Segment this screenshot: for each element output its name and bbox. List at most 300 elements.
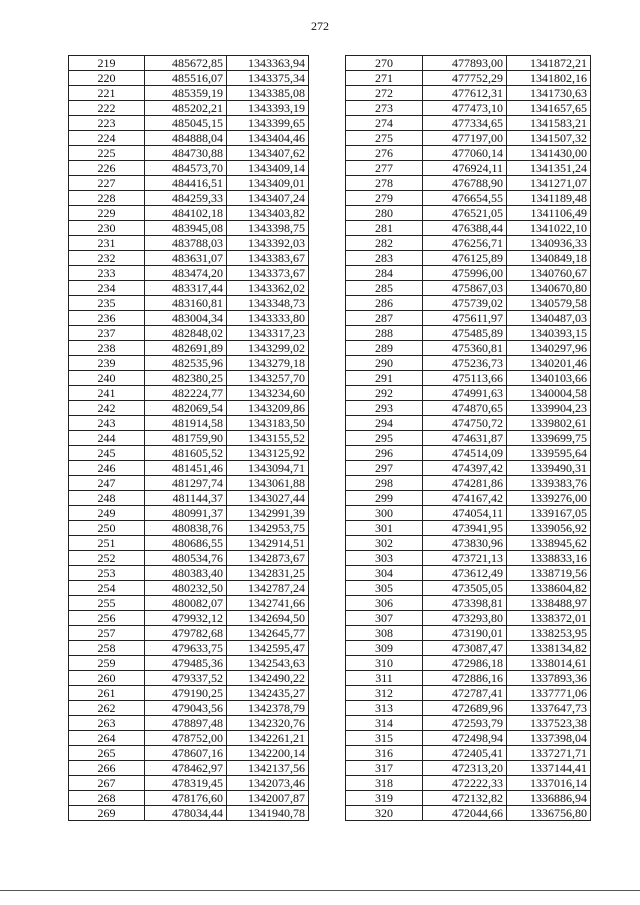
y-coordinate: 1342595,47 [227, 641, 309, 656]
point-number: 315 [346, 731, 423, 746]
y-coordinate: 1341872,21 [507, 56, 591, 71]
table-row [69, 686, 309, 701]
table-row [69, 221, 309, 236]
x-coordinate: 479043,56 [145, 701, 227, 716]
point-number: 254 [69, 581, 145, 596]
y-coordinate: 1343155,52 [227, 431, 309, 446]
table-row [346, 776, 591, 791]
x-coordinate: 484416,51 [145, 176, 227, 191]
table-row [346, 506, 591, 521]
table-row [69, 746, 309, 761]
y-coordinate: 1341351,24 [507, 161, 591, 176]
x-coordinate: 482691,89 [145, 341, 227, 356]
table-row [346, 521, 591, 536]
x-coordinate: 483160,81 [145, 296, 227, 311]
y-coordinate: 1342914,51 [227, 536, 309, 551]
x-coordinate: 472593,79 [423, 716, 507, 731]
x-coordinate: 481759,90 [145, 431, 227, 446]
table-row [346, 566, 591, 581]
table-row [69, 371, 309, 386]
x-coordinate: 472222,33 [423, 776, 507, 791]
table-row [69, 266, 309, 281]
point-number: 285 [346, 281, 423, 296]
point-number: 239 [69, 356, 145, 371]
y-coordinate: 1341657,65 [507, 101, 591, 116]
point-number: 225 [69, 146, 145, 161]
y-coordinate: 1341271,07 [507, 176, 591, 191]
x-coordinate: 483474,20 [145, 266, 227, 281]
point-number: 246 [69, 461, 145, 476]
x-coordinate: 476388,44 [423, 221, 507, 236]
table-row [346, 131, 591, 146]
table-row [346, 221, 591, 236]
x-coordinate: 472886,16 [423, 671, 507, 686]
y-coordinate: 1338134,82 [507, 641, 591, 656]
x-coordinate: 475360,81 [423, 341, 507, 356]
point-number: 259 [69, 656, 145, 671]
table-row [346, 296, 591, 311]
point-number: 298 [346, 476, 423, 491]
y-coordinate: 1343125,92 [227, 446, 309, 461]
table-row [346, 656, 591, 671]
y-coordinate: 1338945,62 [507, 536, 591, 551]
point-number: 234 [69, 281, 145, 296]
y-coordinate: 1342991,39 [227, 506, 309, 521]
table-row [346, 371, 591, 386]
point-number: 256 [69, 611, 145, 626]
y-coordinate: 1342741,66 [227, 596, 309, 611]
table-row [69, 401, 309, 416]
point-number: 305 [346, 581, 423, 596]
x-coordinate: 473941,95 [423, 521, 507, 536]
x-coordinate: 481914,58 [145, 416, 227, 431]
point-number: 300 [346, 506, 423, 521]
y-coordinate: 1343348,73 [227, 296, 309, 311]
y-coordinate: 1339167,05 [507, 506, 591, 521]
table-row [346, 731, 591, 746]
y-coordinate: 1343183,50 [227, 416, 309, 431]
table-row [69, 71, 309, 86]
y-coordinate: 1343362,02 [227, 281, 309, 296]
y-coordinate: 1343392,03 [227, 236, 309, 251]
x-coordinate: 478176,60 [145, 791, 227, 806]
y-coordinate: 1343234,60 [227, 386, 309, 401]
y-coordinate: 1343209,86 [227, 401, 309, 416]
point-number: 263 [69, 716, 145, 731]
table-row [346, 176, 591, 191]
point-number: 244 [69, 431, 145, 446]
table-row [346, 446, 591, 461]
table-row [346, 431, 591, 446]
y-coordinate: 1342200,14 [227, 746, 309, 761]
x-coordinate: 476788,90 [423, 176, 507, 191]
x-coordinate: 481144,37 [145, 491, 227, 506]
point-number: 275 [346, 131, 423, 146]
point-number: 236 [69, 311, 145, 326]
table-row [69, 281, 309, 296]
point-number: 276 [346, 146, 423, 161]
coordinate-table-right [345, 55, 591, 821]
table-row [69, 356, 309, 371]
point-number: 312 [346, 686, 423, 701]
x-coordinate: 479932,12 [145, 611, 227, 626]
point-number: 270 [346, 56, 423, 71]
point-number: 240 [69, 371, 145, 386]
x-coordinate: 472313,20 [423, 761, 507, 776]
y-coordinate: 1343409,01 [227, 176, 309, 191]
x-coordinate: 475485,89 [423, 326, 507, 341]
point-number: 281 [346, 221, 423, 236]
table-row [69, 521, 309, 536]
x-coordinate: 480232,50 [145, 581, 227, 596]
table-row [69, 191, 309, 206]
point-number: 307 [346, 611, 423, 626]
bottom-divider [0, 890, 640, 891]
x-coordinate: 477893,00 [423, 56, 507, 71]
y-coordinate: 1343279,18 [227, 356, 309, 371]
table-row [69, 101, 309, 116]
point-number: 245 [69, 446, 145, 461]
y-coordinate: 1341022,10 [507, 221, 591, 236]
y-coordinate: 1341730,63 [507, 86, 591, 101]
x-coordinate: 485202,21 [145, 101, 227, 116]
point-number: 264 [69, 731, 145, 746]
x-coordinate: 484102,18 [145, 206, 227, 221]
table-row [69, 506, 309, 521]
y-coordinate: 1340487,03 [507, 311, 591, 326]
table-row [69, 86, 309, 101]
table-row [346, 476, 591, 491]
y-coordinate: 1339056,92 [507, 521, 591, 536]
y-coordinate: 1340201,46 [507, 356, 591, 371]
x-coordinate: 480991,37 [145, 506, 227, 521]
table-row [346, 401, 591, 416]
point-number: 266 [69, 761, 145, 776]
point-number: 238 [69, 341, 145, 356]
point-number: 219 [69, 56, 145, 71]
table-row [346, 716, 591, 731]
x-coordinate: 480383,40 [145, 566, 227, 581]
table-row [346, 641, 591, 656]
x-coordinate: 473398,81 [423, 596, 507, 611]
y-coordinate: 1343299,02 [227, 341, 309, 356]
x-coordinate: 474167,42 [423, 491, 507, 506]
x-coordinate: 474631,87 [423, 431, 507, 446]
point-number: 221 [69, 86, 145, 101]
table-row [346, 206, 591, 221]
x-coordinate: 484888,04 [145, 131, 227, 146]
table-row [69, 551, 309, 566]
x-coordinate: 478462,97 [145, 761, 227, 776]
x-coordinate: 477612,31 [423, 86, 507, 101]
y-coordinate: 1337144,41 [507, 761, 591, 776]
y-coordinate: 1340393,15 [507, 326, 591, 341]
y-coordinate: 1343409,14 [227, 161, 309, 176]
table-row [346, 701, 591, 716]
y-coordinate: 1339490,31 [507, 461, 591, 476]
table-row [69, 596, 309, 611]
x-coordinate: 478752,00 [145, 731, 227, 746]
x-coordinate: 482224,77 [145, 386, 227, 401]
table-row [346, 611, 591, 626]
point-number: 253 [69, 566, 145, 581]
y-coordinate: 1338719,56 [507, 566, 591, 581]
x-coordinate: 481451,46 [145, 461, 227, 476]
x-coordinate: 474750,72 [423, 416, 507, 431]
y-coordinate: 1340297,96 [507, 341, 591, 356]
point-number: 293 [346, 401, 423, 416]
y-coordinate: 1338833,16 [507, 551, 591, 566]
x-coordinate: 480534,76 [145, 551, 227, 566]
x-coordinate: 475611,97 [423, 311, 507, 326]
x-coordinate: 483631,07 [145, 251, 227, 266]
point-number: 303 [346, 551, 423, 566]
table-row [346, 236, 591, 251]
x-coordinate: 472405,41 [423, 746, 507, 761]
table-row [69, 626, 309, 641]
point-number: 294 [346, 416, 423, 431]
point-number: 252 [69, 551, 145, 566]
point-number: 271 [346, 71, 423, 86]
point-number: 265 [69, 746, 145, 761]
table-row [346, 416, 591, 431]
table-row [69, 716, 309, 731]
point-number: 282 [346, 236, 423, 251]
table-row [69, 731, 309, 746]
point-number: 232 [69, 251, 145, 266]
point-number: 277 [346, 161, 423, 176]
y-coordinate: 1338488,97 [507, 596, 591, 611]
x-coordinate: 474991,63 [423, 386, 507, 401]
table-row [69, 446, 309, 461]
x-coordinate: 475867,03 [423, 281, 507, 296]
table-row [69, 206, 309, 221]
y-coordinate: 1342320,76 [227, 716, 309, 731]
point-number: 302 [346, 536, 423, 551]
y-coordinate: 1343375,34 [227, 71, 309, 86]
y-coordinate: 1342261,21 [227, 731, 309, 746]
table-row [69, 656, 309, 671]
x-coordinate: 478897,48 [145, 716, 227, 731]
point-number: 235 [69, 296, 145, 311]
point-number: 289 [346, 341, 423, 356]
x-coordinate: 481297,74 [145, 476, 227, 491]
table-row [69, 791, 309, 806]
y-coordinate: 1338372,01 [507, 611, 591, 626]
point-number: 223 [69, 116, 145, 131]
x-coordinate: 472498,94 [423, 731, 507, 746]
point-number: 280 [346, 206, 423, 221]
x-coordinate: 479190,25 [145, 686, 227, 701]
y-coordinate: 1339276,00 [507, 491, 591, 506]
point-number: 228 [69, 191, 145, 206]
table-row [69, 701, 309, 716]
point-number: 291 [346, 371, 423, 386]
table-row [69, 776, 309, 791]
point-number: 241 [69, 386, 145, 401]
point-number: 296 [346, 446, 423, 461]
x-coordinate: 481605,52 [145, 446, 227, 461]
x-coordinate: 485672,85 [145, 56, 227, 71]
point-number: 297 [346, 461, 423, 476]
x-coordinate: 473293,80 [423, 611, 507, 626]
y-coordinate: 1343385,08 [227, 86, 309, 101]
point-number: 273 [346, 101, 423, 116]
point-number: 274 [346, 116, 423, 131]
x-coordinate: 472986,18 [423, 656, 507, 671]
point-number: 311 [346, 671, 423, 686]
point-number: 313 [346, 701, 423, 716]
point-number: 227 [69, 176, 145, 191]
table-row [69, 461, 309, 476]
y-coordinate: 1340760,67 [507, 266, 591, 281]
y-coordinate: 1342007,87 [227, 791, 309, 806]
table-row [69, 806, 309, 821]
table-row [69, 161, 309, 176]
y-coordinate: 1343257,70 [227, 371, 309, 386]
y-coordinate: 1337398,04 [507, 731, 591, 746]
y-coordinate: 1343393,19 [227, 101, 309, 116]
point-number: 287 [346, 311, 423, 326]
x-coordinate: 477473,10 [423, 101, 507, 116]
y-coordinate: 1343403,82 [227, 206, 309, 221]
x-coordinate: 480082,07 [145, 596, 227, 611]
y-coordinate: 1342378,79 [227, 701, 309, 716]
table-row [69, 116, 309, 131]
table-row [346, 251, 591, 266]
point-number: 229 [69, 206, 145, 221]
y-coordinate: 1340936,33 [507, 236, 591, 251]
x-coordinate: 472689,96 [423, 701, 507, 716]
x-coordinate: 473721,13 [423, 551, 507, 566]
x-coordinate: 472044,66 [423, 806, 507, 821]
x-coordinate: 472132,82 [423, 791, 507, 806]
x-coordinate: 479633,75 [145, 641, 227, 656]
y-coordinate: 1343061,88 [227, 476, 309, 491]
table-row [346, 536, 591, 551]
table-row [346, 806, 591, 821]
x-coordinate: 473087,47 [423, 641, 507, 656]
y-coordinate: 1343373,67 [227, 266, 309, 281]
table-row [346, 581, 591, 596]
table-row [346, 386, 591, 401]
y-coordinate: 1342543,63 [227, 656, 309, 671]
point-number: 255 [69, 596, 145, 611]
y-coordinate: 1337016,14 [507, 776, 591, 791]
point-number: 320 [346, 806, 423, 821]
table-row [346, 281, 591, 296]
table-row [69, 296, 309, 311]
y-coordinate: 1343407,62 [227, 146, 309, 161]
point-number: 222 [69, 101, 145, 116]
x-coordinate: 484730,88 [145, 146, 227, 161]
point-number: 317 [346, 761, 423, 776]
x-coordinate: 484573,70 [145, 161, 227, 176]
x-coordinate: 475739,02 [423, 296, 507, 311]
y-coordinate: 1340103,66 [507, 371, 591, 386]
table-row [346, 596, 591, 611]
x-coordinate: 475996,00 [423, 266, 507, 281]
point-number: 310 [346, 656, 423, 671]
table-row [346, 86, 591, 101]
point-number: 288 [346, 326, 423, 341]
point-number: 248 [69, 491, 145, 506]
y-coordinate: 1339904,23 [507, 401, 591, 416]
table-row [69, 176, 309, 191]
point-number: 257 [69, 626, 145, 641]
x-coordinate: 473190,01 [423, 626, 507, 641]
x-coordinate: 476521,05 [423, 206, 507, 221]
point-number: 251 [69, 536, 145, 551]
table-row [346, 56, 591, 71]
point-number: 292 [346, 386, 423, 401]
point-number: 286 [346, 296, 423, 311]
x-coordinate: 473830,96 [423, 536, 507, 551]
x-coordinate: 474054,11 [423, 506, 507, 521]
table-row [346, 686, 591, 701]
y-coordinate: 1342873,67 [227, 551, 309, 566]
table-row [69, 566, 309, 581]
point-number: 278 [346, 176, 423, 191]
point-number: 237 [69, 326, 145, 341]
point-number: 249 [69, 506, 145, 521]
x-coordinate: 474870,65 [423, 401, 507, 416]
y-coordinate: 1340670,80 [507, 281, 591, 296]
y-coordinate: 1343333,80 [227, 311, 309, 326]
point-number: 230 [69, 221, 145, 236]
table-row [346, 191, 591, 206]
table-row [346, 671, 591, 686]
point-number: 260 [69, 671, 145, 686]
x-coordinate: 476256,71 [423, 236, 507, 251]
point-number: 269 [69, 806, 145, 821]
point-number: 308 [346, 626, 423, 641]
page-number: 272 [311, 19, 329, 33]
point-number: 319 [346, 791, 423, 806]
y-coordinate: 1337523,38 [507, 716, 591, 731]
table-row [69, 251, 309, 266]
table-row [69, 236, 309, 251]
table-row [69, 491, 309, 506]
x-coordinate: 474281,86 [423, 476, 507, 491]
y-coordinate: 1342831,25 [227, 566, 309, 581]
point-number: 309 [346, 641, 423, 656]
y-coordinate: 1341106,49 [507, 206, 591, 221]
x-coordinate: 485359,19 [145, 86, 227, 101]
point-number: 295 [346, 431, 423, 446]
y-coordinate: 1338253,95 [507, 626, 591, 641]
x-coordinate: 484259,33 [145, 191, 227, 206]
x-coordinate: 475236,73 [423, 356, 507, 371]
table-row [346, 491, 591, 506]
table-row [346, 146, 591, 161]
y-coordinate: 1342073,46 [227, 776, 309, 791]
y-coordinate: 1337271,71 [507, 746, 591, 761]
table-row [69, 311, 309, 326]
point-number: 242 [69, 401, 145, 416]
x-coordinate: 482069,54 [145, 401, 227, 416]
table-row [69, 641, 309, 656]
x-coordinate: 482380,25 [145, 371, 227, 386]
x-coordinate: 485045,15 [145, 116, 227, 131]
x-coordinate: 477752,29 [423, 71, 507, 86]
x-coordinate: 479337,52 [145, 671, 227, 686]
point-number: 283 [346, 251, 423, 266]
table-row [346, 101, 591, 116]
y-coordinate: 1337893,36 [507, 671, 591, 686]
y-coordinate: 1340579,58 [507, 296, 591, 311]
table-row [346, 116, 591, 131]
